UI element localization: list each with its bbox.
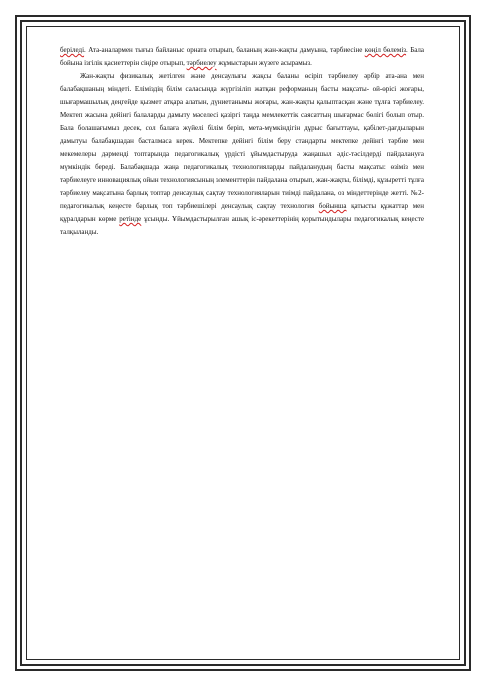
text-run: . Ата-аналармен тығыз байланыс орната отырып, баланың жан-жақты дамуына, тәрбиесіне [84, 46, 365, 54]
paragraph [60, 44, 424, 70]
spellcheck-flagged-word: көңіл бөлеміз [364, 46, 407, 54]
document-body[interactable] [60, 44, 424, 239]
text-run: ұсынды. Ұйымдастырылған ашық іс-әрекеттерінің қорытындылары педагогикалық кеңесте талқыланды. [60, 215, 424, 236]
text-run: жұмыстарын жүзеге асырамыз. [216, 59, 312, 67]
spellcheck-flagged-word: беріледі [60, 46, 85, 54]
spellcheck-flagged-word: тәрбиелеу [186, 59, 217, 67]
text-run: Жан-жақты физикалық жетілген және денсаулығы жақсы баланы өсіріп тәрбиелеу әрбір ата-ана мен балабақшаның міндеті. Еліміздің білім саласында жүргізіліп жатқан реформаның басты мақсаты- ой-өрісі жоғары, шығармашылық деңгейде қызмет атқара алатын, дүниетанымы жоғары, жан-жақты қалыптасқан және тұлға тәрбиелеу. Мектеп жасына дейінгі балаларды дамыту мәселесі қазіргі таңда мемлекеттік саясаттың шығармас бөлігі болып отыр. Бала болашағымыз десек, сол балаға жүйелі білім беріп, мета-мүмкіндігін дұрыс бағыттауы, қабілет-дағдыларын дамытуы балабақшадан басталмаса керек. Мектепке дейінгі білім беру стандарты мектепке дейінгі тәрбие мен мекемелеры дәрменді топтарында педагогикалық үрдісті ұйымдастыруда жаңашыл әдіс-тәсілдерді пайдалануға мүмкіндік береді. Балабақшада жаңа педагогикалық технологияларды пайдаланудың басты мақсаты: өзіміз мен тәрбиелеуге инновациялық ойын технологиясының элементтерін пайдалана отырып, жан-жақты, білімді, құзыретті тұлға тәрбиелеу мақсатына барлық топтар денсаулық сақтау технологияларын тиімді пайдалана, оз міндеттерінде жетті. №2-педагогикалық кеңесте барлық топ тәрбиешілері денсаулық сақтау технология [60, 72, 424, 210]
paragraph [60, 70, 424, 239]
text-run: қатысты құжаттар мен құралдарын көрме [60, 202, 424, 223]
text-run: . Бала бойына ізгілік қасиеттерін сіңіре отырып, [60, 46, 425, 67]
spellcheck-flagged-word: ретінде [119, 215, 142, 223]
spellcheck-flagged-word: бойынша [318, 202, 347, 210]
